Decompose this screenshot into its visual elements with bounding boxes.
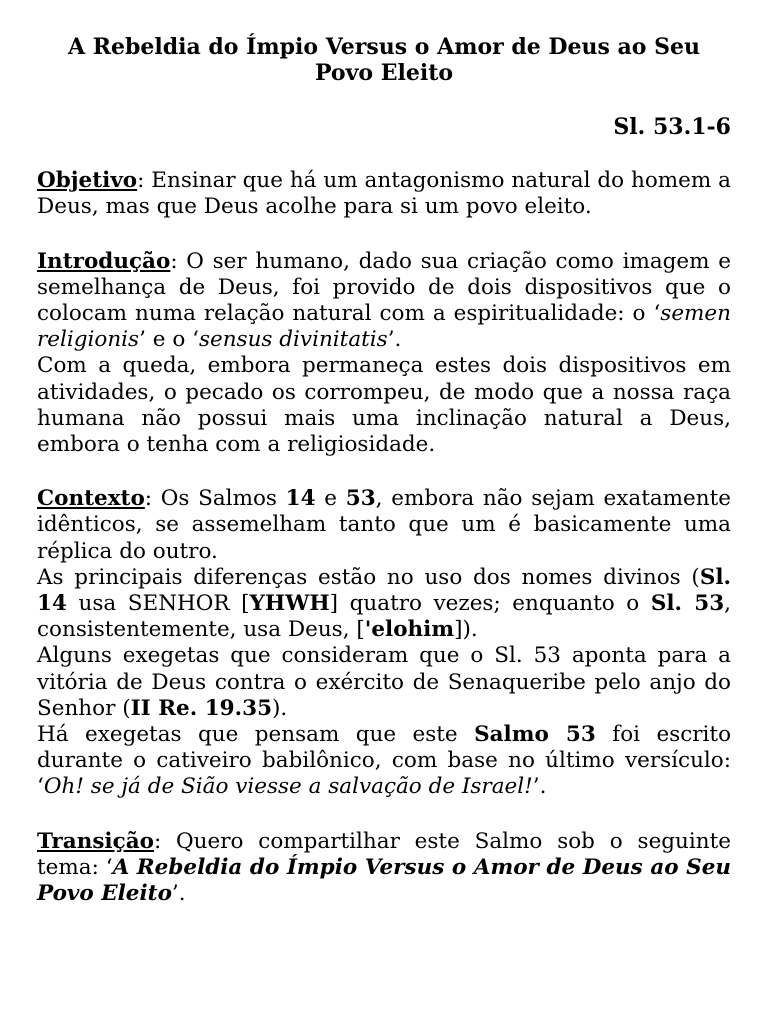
objetivo-text: : Ensinar que há um antagonismo natural do homem a Deus, mas que Deus acolhe para si um povo eleito. [37,168,731,220]
contexto-p3-text-b: ). [272,695,288,721]
contexto-paragraph-3 [37,643,731,722]
introducao-section [37,249,731,459]
contexto-p2-text-e: ]). [454,617,478,643]
introducao-heading: Introdução [37,248,171,274]
document-title: A Rebeldia do Ímpio Versus o Amor de Deus ao Seu Povo Eleito [67,34,701,86]
sl-14-ref: Sl. 14 [37,564,731,617]
objetivo-section [37,168,731,220]
scripture-reference: Sl. 53.1-6 [613,114,731,140]
transicao-section [37,829,731,908]
contexto-heading: Contexto [37,486,145,512]
ii-reis-ref: II Re. 19.35 [130,695,273,721]
introducao-paragraph-2: Com a queda, embora permaneça estes dois dispositivos em atividades, o pecado os corrompeu, de modo que a nossa raça humana não possui mais uma inclinação natural a Deus, embora o tenha com a religiosidade. [37,353,731,458]
israel-quote: Oh! se já de Sião viesse a salvação de Israel! [43,774,533,800]
contexto-p2-text-b: usa SENHOR [ [66,591,250,617]
transicao-paragraph [37,829,731,908]
contexto-paragraph-2 [37,565,731,644]
term-sensus-divinitatis: sensus divinitatis [198,327,388,353]
contexto-p4-text-c: ’. [532,774,547,800]
contexto-p2-text-a: As principais diferenças estão no uso dos nomes divinos ( [37,564,700,590]
contexto-text-c: , embora não sejam exatamente idênticos, se assemelham tanto que um é basicamente uma réplica do outro. [37,486,731,564]
contexto-text-b: e [315,486,346,512]
sermon-theme: A Rebeldia do Ímpio Versus o Amor de Deus ao Seu Povo Eleito [37,854,731,907]
elohim-term: 'elohim [364,617,455,643]
introducao-text-a: : O ser humano, dado sua criação como imagem e semelhança de Deus, foi provido de dois dispositivos que o colocam numa relação natural com a espiritualidade: o ‘ [37,248,731,327]
transicao-text-b: ’. [171,881,186,907]
transicao-text-a: : Quero compartilhar este Salmo sob o seguinte tema: ‘ [37,828,731,880]
contexto-paragraph-4 [37,722,731,801]
introducao-paragraph-1 [37,249,731,354]
objetivo-heading: Objetivo [37,168,138,194]
objetivo-paragraph [37,168,731,220]
contexto-section [37,486,731,800]
salmo-14-number: 14 [285,486,316,512]
contexto-paragraph-1 [37,486,731,565]
contexto-p2-text-c: ] quatro vezes; enquanto o [329,591,651,617]
contexto-text-a: : Os Salmos [144,486,286,512]
document-page [37,34,731,907]
salmo-53-number: 53 [345,486,376,512]
introducao-text-c: ’. [387,327,402,353]
contexto-p2-text-d: , consistentemente, usa Deus, [ [37,591,732,643]
term-semen-religionis: semen religionis [37,301,731,353]
introducao-text-b: ’ e o ‘ [139,327,199,353]
yhwh-term: YHWH [249,591,330,617]
salmo-53-ref: Salmo 53 [474,722,596,748]
transicao-heading: Transição [37,828,154,854]
contexto-p4-text-a: Há exegetas que pensam que este [37,722,475,748]
contexto-p3-text-a: Alguns exegetas que consideram que o Sl. 53 aponta para a vitória de Deus contra o exército de Senaqueribe pelo anjo do Senhor ( [37,643,731,721]
sl-53-ref: Sl. 53 [650,591,725,617]
contexto-p4-text-b: foi escrito durante o cativeiro babilônico, com base no último versículo: ‘ [37,722,732,800]
